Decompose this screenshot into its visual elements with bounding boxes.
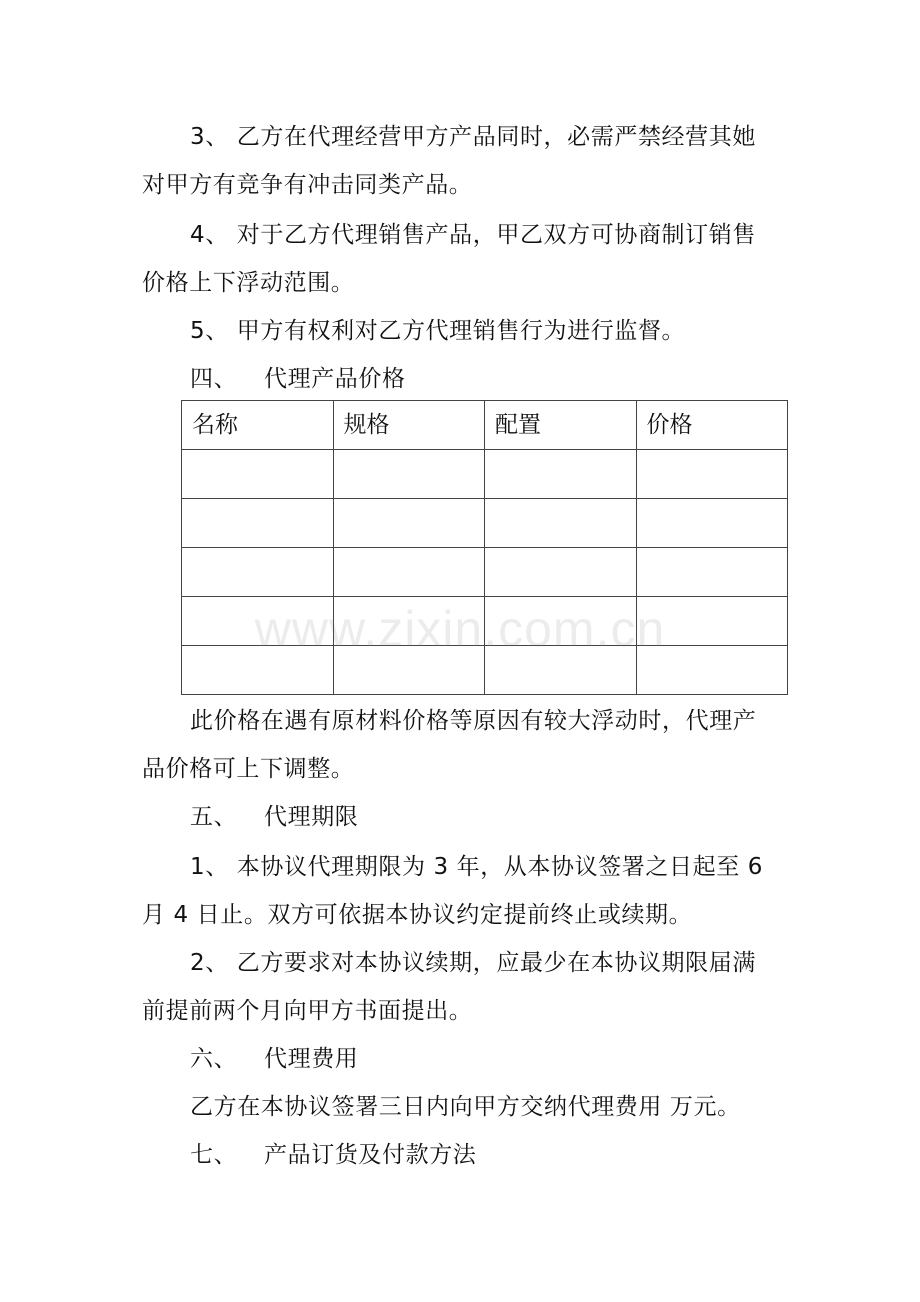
table-cell — [333, 646, 485, 695]
section-7-number: 七、 — [190, 1142, 238, 1168]
header-config: 配置 — [485, 401, 637, 450]
table-cell — [636, 548, 788, 597]
price-table — [181, 400, 788, 695]
price-note-line-1: 此价格在遇有原材料价格等原因有较大浮动时，代理产 — [190, 708, 757, 734]
term-clause-2-line-2: 前提前两个月向甲方书面提出。 — [142, 998, 473, 1024]
table-cell — [636, 646, 788, 695]
section-4-title: 代理产品价格 — [264, 366, 406, 392]
header-name: 名称 — [182, 401, 334, 450]
table-cell — [333, 450, 485, 499]
table-cell — [333, 597, 485, 646]
section-4-heading — [190, 364, 406, 394]
header-price: 价格 — [636, 401, 788, 450]
section-6-title: 代理费用 — [264, 1046, 359, 1072]
fee-paragraph: 乙方在本协议签署三日内向甲方交纳代理费用 万元。 — [190, 1094, 741, 1120]
table-cell — [636, 597, 788, 646]
term-clause-1-line-1: 1、 本协议代理期限为 3 年，从本协议签署之日起至 6 — [190, 854, 763, 880]
table-cell — [485, 499, 637, 548]
term-clause-2-line-1: 2、 乙方要求对本协议续期，应最少在本协议期限届满 — [190, 950, 756, 976]
clause-5-line-1: 5、 甲方有权利对乙方代理销售行为进行监督。 — [190, 318, 686, 344]
price-table-header-row — [182, 401, 788, 450]
table-row — [182, 450, 788, 499]
table-row — [182, 499, 788, 548]
section-6-heading — [190, 1044, 358, 1074]
section-7-title: 产品订货及付款方法 — [264, 1142, 477, 1168]
table-row — [182, 548, 788, 597]
table-cell — [333, 499, 485, 548]
table-cell — [182, 548, 334, 597]
table-cell — [636, 450, 788, 499]
table-cell — [485, 450, 637, 499]
section-5-number: 五、 — [190, 804, 238, 830]
watermark: www.zixin.com.cn — [254, 601, 666, 657]
table-cell — [182, 646, 334, 695]
clause-3-line-2: 对甲方有竞争有冲击同类产品。 — [142, 172, 473, 198]
table-cell — [636, 499, 788, 548]
section-6-number: 六、 — [190, 1046, 238, 1072]
table-cell — [485, 548, 637, 597]
section-4-number: 四、 — [190, 366, 238, 392]
header-spec: 规格 — [333, 401, 485, 450]
clause-4-line-1: 4、 对于乙方代理销售产品，甲乙双方可协商制订销售 — [190, 222, 756, 248]
table-cell — [333, 548, 485, 597]
section-5-heading — [190, 802, 358, 832]
table-cell — [485, 646, 637, 695]
term-clause-1-line-2: 月 4 日止。双方可依据本协议约定提前终止或续期。 — [142, 902, 693, 928]
table-cell — [485, 597, 637, 646]
table-row — [182, 646, 788, 695]
section-5-title: 代理期限 — [264, 804, 359, 830]
table-cell — [182, 499, 334, 548]
price-note-line-2: 品价格可上下调整。 — [142, 756, 355, 782]
table-cell — [182, 597, 334, 646]
clause-4-line-2: 价格上下浮动范围。 — [142, 270, 355, 296]
section-7-heading — [190, 1140, 476, 1170]
table-row — [182, 597, 788, 646]
table-cell — [182, 450, 334, 499]
clause-3-line-1: 3、 乙方在代理经营甲方产品同时，必需严禁经营其她 — [190, 124, 756, 150]
